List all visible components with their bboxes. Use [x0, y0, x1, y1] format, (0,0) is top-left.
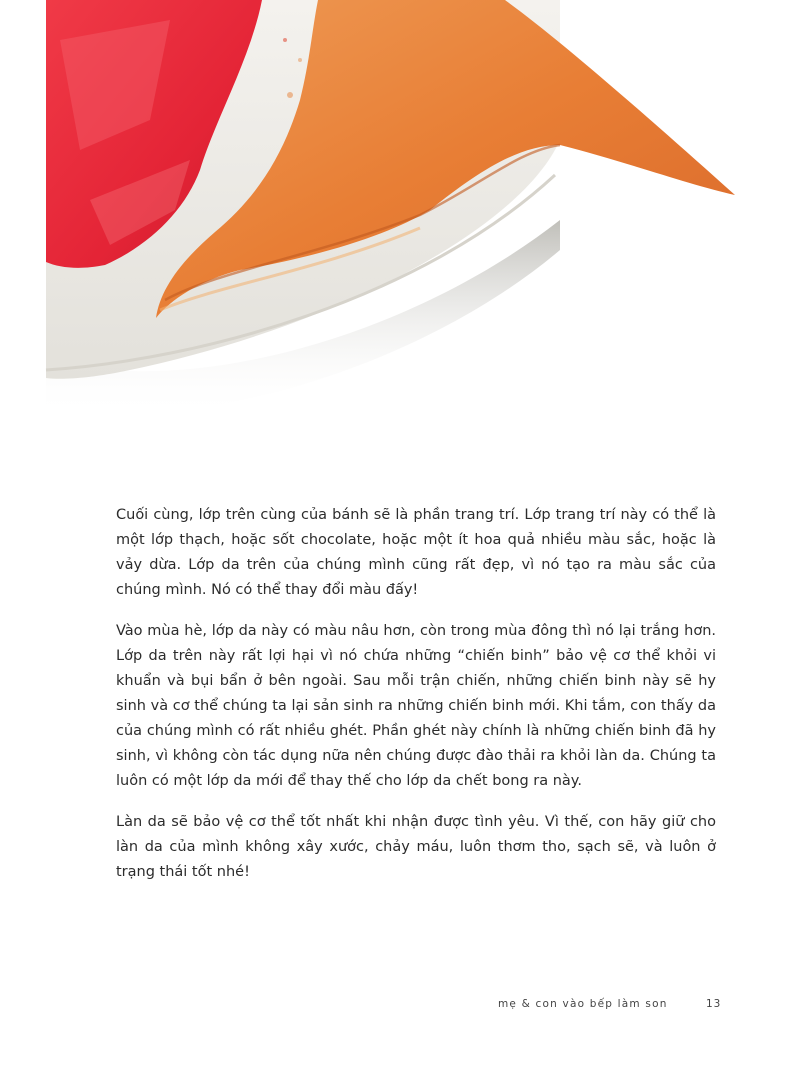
paragraph: Làn da sẽ bảo vệ cơ thể tốt nhất khi nhận được tình yêu. Vì thế, con hãy giữ cho làn da của mình không xây xước, chảy máu, luôn thơm tho, sạch sẽ, và luôn ở trạng thái tốt nhé! [116, 814, 716, 880]
paragraph: Vào mùa hè, lớp da này có màu nâu hơn, còn trong mùa đông thì nó lại trắng hơn. Lớp da trên này rất lợi hại vì nó chứa những “chiến binh” bảo vệ cơ thể khỏi vi khuẩn và bụi bẩn ở bên ngoài. Sau mỗi trận chiến, những chiến binh này sẽ hy sinh và cơ thể chúng ta lại sản sinh ra những chiến binh mới. Khi tắm, con thấy da của chúng mình có rất nhiều ghét. Phần ghét này chính là những chiến binh đã hy sinh, vì không còn tác dụng nữa nên chúng được đào thải ra khỏi làn da. Chúng ta luôn có một lớp da mới để thay thế cho lớp da chết bong ra này. [116, 623, 716, 789]
body-text [116, 503, 716, 901]
paragraph: Cuối cùng, lớp trên cùng của bánh sẽ là phần trang trí. Lớp trang trí này có thể là một lớp thạch, hoặc sốt chocolate, hoặc một ít hoa quả nhiều màu sắc, hoặc là vảy dừa. Lớp da trên của chúng mình cũng rất đẹp, vì nó tạo ra màu sắc của chúng mình. Nó có thể thay đổi màu đấy! [116, 507, 716, 598]
page-number: 13 [706, 998, 722, 1010]
cake-photo [0, 0, 800, 420]
running-footer-title: mẹ & con vào bếp làm son [498, 998, 668, 1010]
